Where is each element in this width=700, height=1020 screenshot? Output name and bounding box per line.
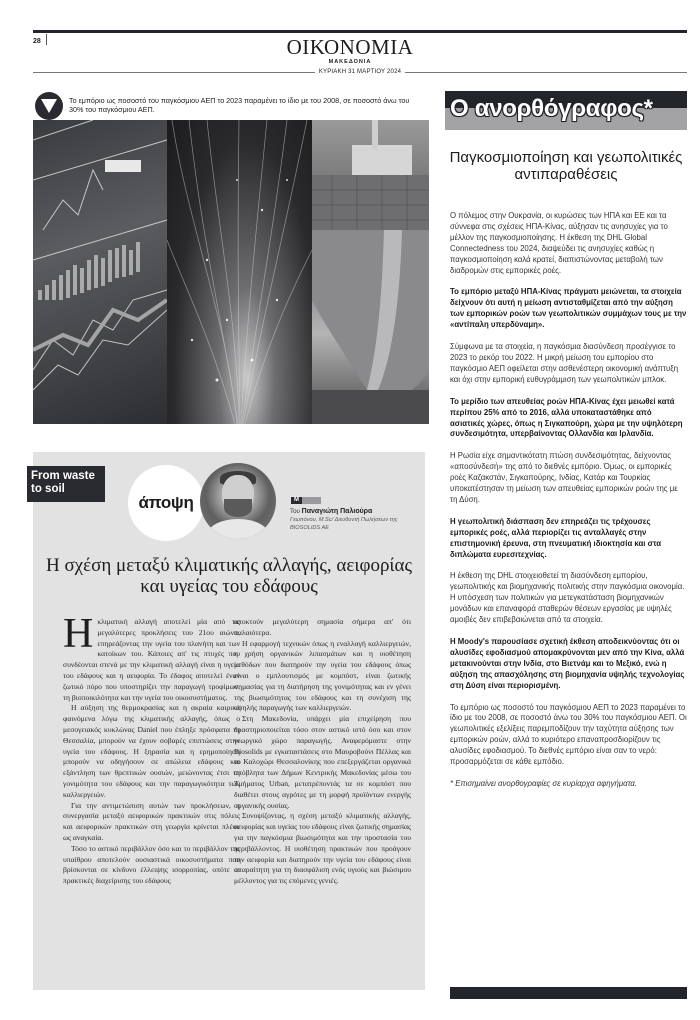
page-number: 28 — [33, 38, 41, 45]
article-paragraph: Για την αντιμετώπιση αυτών των προκλήσεων, η συνεργασία μεταξύ αειφορικών πρακτικών στις πόλεις και αειφορικών πρακτικών στη γεωργία κρίνεται πλέον ως αναγκαία. — [63, 800, 240, 842]
fiber-optic-photo — [167, 120, 312, 424]
article-paragraph: Η αύξηση της θερμοκρασίας και η ακραία καιρικά φαινόμενα λόγω της κλιματικής αλλαγής, όπως ο μεσογειακός κυκλώνας Daniel που έπληξε πρόσφατα τη Θεσσαλία, μπορούν να έχουν σοβαρές επιπτώσεις στην υγεία του εδάφους. Η ξηρασία και η ερημοποίηση μπορούν να οδηγήσουν σε απώλεια εδάφους και εξάντληση των θρεπτικών ουσιών, μειώνοντας έτσι τη γονιμότητα του εδάφους και την παραγωγικότητα των καλλιεργειών. — [63, 703, 240, 799]
column-paragraph: Το εμπόριο ως ποσοστό του παγκόσμιου ΑΕΠ το 2023 παραμένει το ίδιο με του 2008, σε ποσοστό άνω του 30% του παγκόσμιου ΑΕΠ. Οι γεωπολιτικές εξελίξεις παρεμποδίζουν την ταχύτητα αύξησης των εμπορικών ροών, αλλά το κυριότερο επαναπροσδιορίζουν τις αλυσίδες εφοδιασμού. Το διεθνές εμπόριο είναι σαν το νερό: προσαρμόζεται σε κάθε εμπόδιο. — [450, 702, 687, 767]
date-row — [33, 67, 687, 77]
column-paragraph-bold: Η γεωπολιτική διάσπαση δεν επηρεάζει τις τρέχουσες εμπορικές ροές, αλλά περιορίζει τις ανταλλαγές στην επιστημονική έρευνα, στη πνευματική ιδιοκτησία και στα διπλώματα ευρεσιτεχνίας. — [450, 516, 662, 559]
author-role: Γεωπόνου, M.Sc/ Διευθυντή Πωλήσεων της BIOSOLIDS AE — [290, 516, 398, 531]
article-paragraph: Στη Μακεδονία, υπάρχει μία επιχείρηση που δραστηριοποιείται τόσο στον αστικό ιστό όσο και στον γεωργικό χώρο παραγωγής. Αναφερόμαστε στην Biosolids με εγκαταστάσεις στο Μαυροβούνι Πέλλας και το Καλοχώρι Θεσσαλονίκης που επεξεργάζεται οργανικά απόβλητα των Δήμων Κεντρικής Μακεδονίας μέσω του Τμήματος Urban, μετατρέποντάς τα σε κομπόστ που διαθέτει στους αγρότες με τη μορφή προϊόντων ενεργής οργανικής ουσίας. — [234, 714, 411, 810]
column-headline: Παγκοσμιοποίηση και γεωπολιτικές αντιπαραθέσεις — [449, 149, 683, 183]
date-rule-right — [405, 72, 687, 73]
down-triangle-icon — [35, 92, 63, 120]
section-title: ΟΙΚΟΝΟΜΙΑ — [286, 35, 414, 59]
issue-date: ΚΥΡΙΑΚΗ 31 ΜΑΡΤΙΟΥ 2024 — [318, 69, 402, 75]
photo-caption — [33, 92, 425, 122]
stock-chart-photo — [33, 120, 167, 424]
article-column-1 — [63, 611, 240, 887]
byline — [290, 508, 425, 533]
caption-text: Το εμπόριο ως ποσοστό του παγκόσμιου ΑΕΠ το 2023 παραμένει το ίδιο με του 2008, σε ποσοστό άνω του 30% του παγκόσμιου ΑΕΠ. — [69, 96, 410, 114]
byline-prefix: Του — [290, 508, 300, 515]
article-headline: Η σχέση μεταξύ κλιματικής αλλαγής, αειφορίας και υγείας του εδάφους — [45, 555, 413, 597]
column-banner — [445, 91, 687, 130]
column-paragraph: Σύμφωνα με τα στοιχεία, η παγκόσμια διασύνδεση προσέγγισε το 2023 το ρεκόρ του 2022. Η μικρή μείωση του εμπορίου στο παγκόσμιο ΑΕΠ οφείλεται στην ασθενέστερη οικονομική ανάπτυξη και όχι στην εμπορική ευθυγράμμιση των γεωπολιτικών μπλοκ. — [450, 342, 679, 384]
column-paragraph: Ο πόλεμος στην Ουκρανία, οι κυρώσεις των ΗΠΑ και ΕΕ και τα σύννεφα στις σχέσεις ΗΠΑ-Κίνας, αύξησαν τις ανησυχίες για το μέλλον της παγκοσμιοποίησης. Η έκθεση της DHL Global Connectedness του 2024, διαψεύδει τις ανησυχίες καθώς η παγκοσμιοποίηση καλά κρατεί, διαπιστώνοντας μεταβολή των διαδρομών στις εμπορικές ροές. — [450, 211, 668, 275]
date-rule-left — [33, 72, 315, 73]
section-tag: From waste to soil — [27, 466, 105, 502]
publication-logo — [291, 497, 321, 504]
article-paragraph: Συνοψίζοντας, η σχέση μεταξύ κλιματικής αλλαγής, αειφορίας και υγείας του εδάφους είναι ζωτικής σημασίας για την παγκόσμια βιωσιμότητα και την προστασία του περιβάλλοντος. Η υιοθέτηση πρακτικών που προάγουν την αειφορία και διατηρούν την υγεία του εδάφους είναι απαραίτητη για τη διασφάλιση ενός υγιούς και βιώσιμου μέλλοντος για τις επόμενες γενιές. — [234, 811, 411, 886]
column-paragraph-bold: Το εμπόριο μεταξύ ΗΠΑ-Κίνας πράγματι μειώνεται, τα στοιχεία δείχνουν ότι αυτή η μείωση αντισταθμίζεται από την αύξηση των εμπορικών ροών των γεωπολιτικών συμμάχων τους με την «αντίπαλη υπερδύναμη». — [450, 287, 687, 330]
column-banner-title: Ο ανορθόγραφος* — [450, 95, 653, 122]
column-paragraph: Η Ρωσία είχε σημαντικότατη πτώση συνδεσιμότητας, δείχνοντας «αποσύνδεσή» της από το διεθνές εμπόριο. Όμως, οι εμπορικές ροές Καζακστάν, Σιγκαπούρης, Ινδίας, Κατάρ και Τουρκίας υποκατέστησαν τη μείωση των απευθείας εμπορικών ροών της με τη Δύση. — [450, 451, 678, 504]
article-paragraph: αποκτούν μεγαλύτερη σημασία σήμερα απ' ότι παλαιότερα. — [234, 617, 411, 637]
column-body — [450, 211, 687, 801]
author-avatar — [200, 463, 276, 539]
article-paragraph: Τόσο το αστικό περιβάλλον όσο και το περιβάλλον της υπαίθρου αποτελούν ουσιαστικά οικοσυστήματα που βρίσκονται σε κίνδυνο έλλειψης ισορροπίας, οπότε οι πρακτικές διαχείρισης του εδάφους — [63, 843, 240, 886]
column-paragraph: Η έκθεση της DHL στοιχειοθετεί τη διασύνδεση εμπορίου, γεωπολιτικής και βιομηχανικής πολιτικής στην παγκόσμια οικονομία. Η υπόσχεση των πολιτικών για μετεγκατάσταση βιομηχανικών μονάδων και επαναφορά σταθερών θέσεων εργασίας με υψηλές αμοιβές δεν επιβεβαιώνεται από τα στοιχεία. — [450, 571, 685, 625]
article-paragraph: Ηκλιματική αλλαγή αποτελεί μία από τις μεγαλύτερες προκλήσεις του 21ου αιώνα, επηρεάζοντας την υγεία του πλανήτη και των κατοίκων του. Κάποιες απ' τις πτυχές που συνδέονται στενά με την κλιματική αλλαγή είναι η υγεία του εδάφους και η αειφορία. Το έδαφος αποτελεί έναν ζωτικό πόρο που υποστηρίζει την παραγωγή τροφίμων, τη βιοποικιλότητα και την υγεία του οικοσυστήματος. — [63, 611, 240, 702]
article-paragraph: Η εφαρμογή τεχνικών όπως η εναλλαγή καλλιεργειών, η χρήση οργανικών λιπασμάτων και η υιοθέτηση μεθόδων που διατηρούν την υγεία του εδάφους όπως είναι ο εμπλουτισμός με κομπόστ, είναι ζωτικής σημασίας για τη διατήρηση της γονιμότητας και εν γένει της βιωσιμότητας του εδάφους και τη συνέχιση της υψηλής παραγωγής των καλλιεργειών. — [234, 638, 411, 713]
column-paragraph-bold: Το μερίδιο των απευθείας ροών ΗΠΑ-Κίνας έχει μειωθεί κατά περίπου 25% από το 2016, αλλά υποκαταστάθηκε από ασιατικές χώρες, όπως η Σιγκαπούρη, χώρα με την υψηλότερη συνδεσιμότητα, υπερβαίνοντας Ολλανδία και Ιρλανδία. — [450, 396, 683, 439]
opinion-badge — [128, 465, 204, 541]
drop-cap: Η — [63, 611, 94, 657]
column-bottom-bar — [450, 987, 687, 999]
author-name: Παναγιώτη Παλιούρα — [301, 508, 373, 515]
opinion-badge-text: άποψη — [138, 493, 194, 512]
article-column-2 — [234, 617, 411, 887]
logo-letter: M — [291, 497, 302, 504]
photo-collage — [33, 120, 429, 424]
publication-name: ΜΑΚΕΔΟΝΙΑ — [328, 59, 372, 65]
column-paragraph-bold: Η Moody's παρουσίασε σχετική έκθεση αποδεικνύοντας ότι οι αλυσίδες εφοδιασμού απομακρύνονται μεν από την Κίνα, αλλά μετακινούνται στην Ινδία, στο Βιετνάμ και το Μεξικό, ενώ η αύξηση της απασχόλησης στη βιομηχανία υψηλής τεχνολογίας στη Δύση είναι περιορισμένη. — [450, 637, 685, 690]
column-footnote: * Επισημαίνει ανορθογραφίες σε κυρίαρχα αφηγήματα. — [450, 778, 637, 788]
top-rule — [33, 30, 687, 33]
container-ship-photo — [312, 120, 429, 424]
masthead — [0, 36, 700, 65]
